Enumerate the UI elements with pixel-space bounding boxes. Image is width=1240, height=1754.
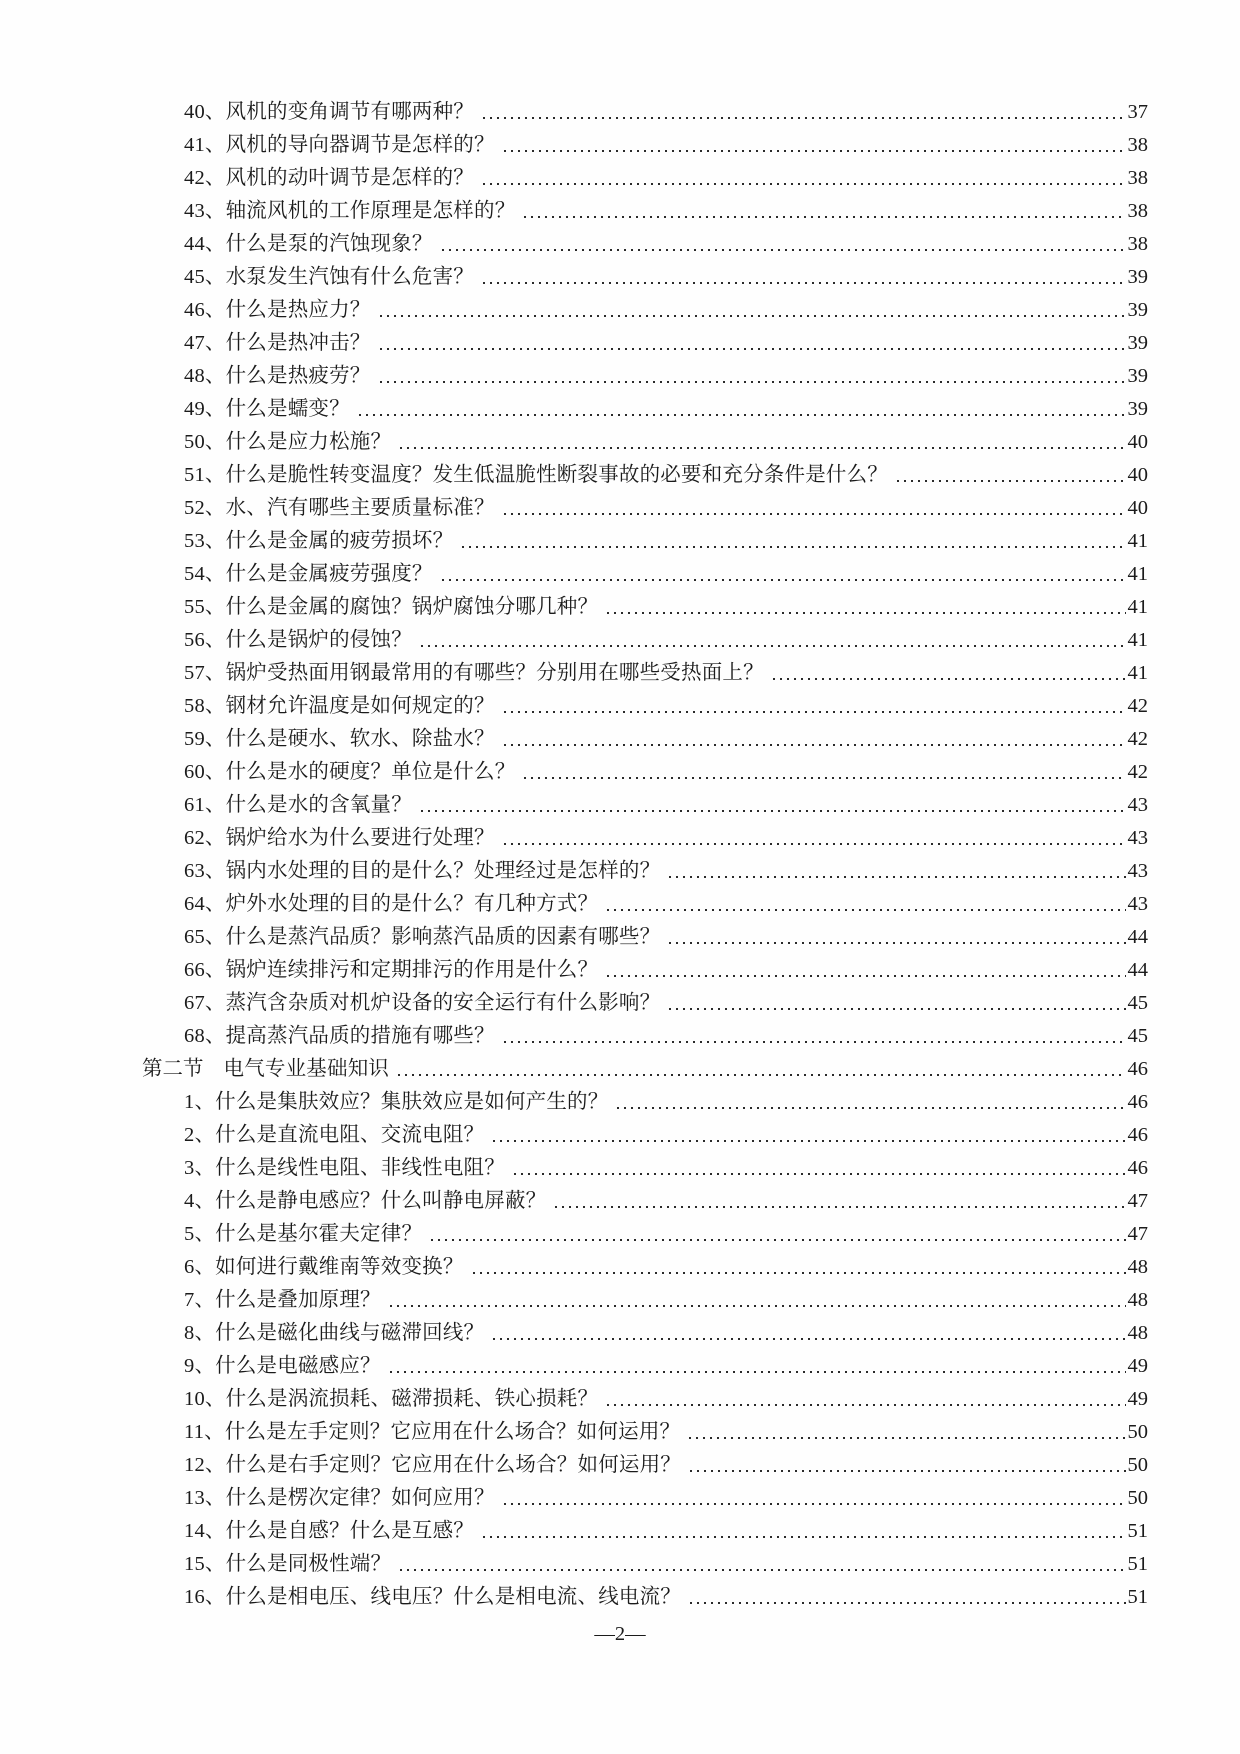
- toc-item-text: 63、锅内水处理的目的是什么？处理经过是怎样的？: [184, 860, 661, 882]
- toc-entry-row[interactable]: [142, 162, 1148, 195]
- toc-page-number: 50: [1127, 1454, 1148, 1476]
- toc-entry-row[interactable]: [142, 1548, 1148, 1581]
- toc-item-text: 49、什么是蠕变？: [184, 398, 350, 420]
- toc-item-text: 3、什么是线性电阻、非线性电阻？: [184, 1157, 505, 1179]
- toc-item-text: 48、什么是热疲劳？: [184, 365, 371, 387]
- dotted-leader-icon: [380, 381, 1126, 383]
- toc-page-number: 40: [1127, 464, 1148, 486]
- toc-entry-row[interactable]: [142, 1152, 1148, 1185]
- toc-page-number: 45: [1127, 1025, 1148, 1047]
- toc-item-text: 58、钢材允许温度是如何规定的？: [184, 695, 495, 717]
- toc-item-text: 57、锅炉受热面用钢最常用的有哪些？分别用在哪些受热面上？: [184, 662, 764, 684]
- toc-page-number: 50: [1127, 1421, 1148, 1443]
- toc-entry-row[interactable]: [142, 855, 1148, 888]
- toc-item-text: 42、风机的动叶调节是怎样的？: [184, 167, 474, 189]
- toc-entry-row[interactable]: [142, 888, 1148, 921]
- dotted-leader-icon: [431, 1239, 1125, 1241]
- dotted-leader-icon: [504, 513, 1126, 515]
- toc-page-number: 51: [1127, 1520, 1148, 1542]
- toc-page-number: 41: [1127, 662, 1148, 684]
- dotted-leader-icon: [493, 1338, 1125, 1340]
- dotted-leader-icon: [400, 447, 1125, 449]
- toc-entry-row[interactable]: [142, 690, 1148, 723]
- toc-page-number: 43: [1127, 893, 1148, 915]
- toc-entry-row[interactable]: [142, 360, 1148, 393]
- toc-list: [142, 96, 1148, 1614]
- toc-page-number: 38: [1127, 167, 1148, 189]
- toc-item-text: 16、什么是相电压、线电压？什么是相电流、线电流？: [184, 1586, 681, 1608]
- toc-item-text: 53、什么是金属的疲劳损坏？: [184, 530, 454, 552]
- toc-entry-row[interactable]: [142, 1482, 1148, 1515]
- toc-item-text: 7、什么是叠加原理？: [184, 1289, 381, 1311]
- dotted-leader-icon: [483, 117, 1126, 119]
- toc-entry-row[interactable]: [142, 1086, 1148, 1119]
- toc-item-text: 66、锅炉连续排污和定期排污的作用是什么？: [184, 959, 599, 981]
- toc-entry-row[interactable]: [142, 1251, 1148, 1284]
- dotted-leader-icon: [390, 1371, 1126, 1373]
- toc-section-prefix: 第二节: [142, 1058, 204, 1080]
- toc-page-number: 41: [1127, 563, 1148, 585]
- toc-item-text: 46、什么是热应力？: [184, 299, 371, 321]
- dotted-leader-icon: [607, 975, 1125, 977]
- toc-entry-row[interactable]: [142, 294, 1148, 327]
- toc-page-number: 37: [1127, 101, 1148, 123]
- toc-item-text: 6、如何进行戴维南等效变换？: [184, 1256, 464, 1278]
- toc-item-text: 13、什么是楞次定律？如何应用？: [184, 1487, 495, 1509]
- toc-item-text: 62、锅炉给水为什么要进行处理？: [184, 827, 495, 849]
- dotted-leader-icon: [442, 249, 1126, 251]
- dotted-leader-icon: [669, 1008, 1125, 1010]
- toc-entry-row[interactable]: [142, 1185, 1148, 1218]
- toc-item-text: 9、什么是电磁感应？: [184, 1355, 381, 1377]
- dotted-leader-icon: [483, 1536, 1126, 1538]
- toc-page-number: 40: [1127, 497, 1148, 519]
- toc-entry-row[interactable]: [142, 1383, 1148, 1416]
- toc-item-text: 64、炉外水处理的目的是什么？有几种方式？: [184, 893, 599, 915]
- toc-page-number: 43: [1127, 794, 1148, 816]
- toc-page-number: 47: [1127, 1223, 1148, 1245]
- toc-page-number: 51: [1127, 1553, 1148, 1575]
- toc-item-text: 4、什么是静电感应？什么叫静电屏蔽？: [184, 1190, 547, 1212]
- toc-entry-row[interactable]: [142, 756, 1148, 789]
- toc-item-text: 52、水、汽有哪些主要质量标准？: [184, 497, 495, 519]
- toc-page-number: 42: [1127, 761, 1148, 783]
- toc-page-number: 39: [1127, 266, 1148, 288]
- toc-item-text: 44、什么是泵的汽蚀现象？: [184, 233, 433, 255]
- toc-item-text: 5、什么是基尔霍夫定律？: [184, 1223, 423, 1245]
- toc-page-number: 44: [1127, 926, 1148, 948]
- toc-page-number: 41: [1127, 596, 1148, 618]
- toc-page-number: 46: [1127, 1157, 1148, 1179]
- toc-item-text: 10、什么是涡流损耗、磁滞损耗、铁心损耗？: [184, 1388, 599, 1410]
- dotted-leader-icon: [493, 1140, 1125, 1142]
- toc-entry-row[interactable]: [142, 657, 1148, 690]
- toc-entry-row[interactable]: [142, 129, 1148, 162]
- toc-page-number: 42: [1127, 728, 1148, 750]
- toc-item-text: 65、什么是蒸汽品质？影响蒸汽品质的因素有哪些？: [184, 926, 661, 948]
- toc-entry-row[interactable]: [142, 1350, 1148, 1383]
- toc-page-number: 45: [1127, 992, 1148, 1014]
- toc-item-text: 8、什么是磁化曲线与磁滞回线？: [184, 1322, 485, 1344]
- toc-entry-row[interactable]: [142, 822, 1148, 855]
- toc-entry-row[interactable]: [142, 1218, 1148, 1251]
- dotted-leader-icon: [390, 1305, 1126, 1307]
- dotted-leader-icon: [690, 1602, 1126, 1604]
- dotted-leader-icon: [897, 480, 1126, 482]
- toc-item-text: 11、什么是左手定则？它应用在什么场合？如何运用？: [184, 1421, 681, 1443]
- toc-entry-row[interactable]: [142, 1416, 1148, 1449]
- toc-entry-row[interactable]: [142, 96, 1148, 129]
- dotted-leader-icon: [359, 414, 1126, 416]
- toc-page-number: 47: [1127, 1190, 1148, 1212]
- toc-page-number: 48: [1127, 1322, 1148, 1344]
- toc-item-text: 50、什么是应力松施？: [184, 431, 392, 453]
- toc-section-row[interactable]: [142, 1053, 1148, 1086]
- toc-page-number: 51: [1127, 1586, 1148, 1608]
- dotted-leader-icon: [524, 777, 1125, 779]
- toc-entry-row[interactable]: [142, 789, 1148, 822]
- toc-page-number: 46: [1127, 1058, 1148, 1080]
- toc-entry-row[interactable]: [142, 327, 1148, 360]
- dotted-leader-icon: [483, 183, 1126, 185]
- toc-entry-row[interactable]: [142, 393, 1148, 426]
- toc-page-number: 43: [1127, 860, 1148, 882]
- toc-page-number: 49: [1127, 1355, 1148, 1377]
- dotted-leader-icon: [380, 315, 1126, 317]
- dotted-leader-icon: [421, 810, 1126, 812]
- dotted-leader-icon: [514, 1173, 1126, 1175]
- toc-page-number: 42: [1127, 695, 1148, 717]
- toc-item-text: 59、什么是硬水、软水、除盐水？: [184, 728, 495, 750]
- toc-item-text: 2、什么是直流电阻、交流电阻？: [184, 1124, 485, 1146]
- toc-page-number: 38: [1127, 200, 1148, 222]
- toc-entry-row[interactable]: [142, 1449, 1148, 1482]
- toc-item-text: 45、水泵发生汽蚀有什么危害？: [184, 266, 474, 288]
- toc-entry-row[interactable]: [142, 195, 1148, 228]
- toc-page-number: 39: [1127, 365, 1148, 387]
- toc-entry-row[interactable]: [142, 624, 1148, 657]
- toc-entry-row[interactable]: [142, 921, 1148, 954]
- dotted-leader-icon: [617, 1107, 1125, 1109]
- toc-entry-row[interactable]: [142, 954, 1148, 987]
- toc-item-text: 47、什么是热冲击？: [184, 332, 371, 354]
- page-footer-number: —2—: [594, 1623, 646, 1645]
- dotted-leader-icon: [380, 348, 1126, 350]
- toc-page-number: 38: [1127, 233, 1148, 255]
- dotted-leader-icon: [398, 1074, 1125, 1076]
- toc-item-text: 56、什么是锅炉的侵蚀？: [184, 629, 412, 651]
- toc-item-text: 12、什么是右手定则？它应用在什么场合？如何运用？: [184, 1454, 681, 1476]
- toc-item-text: 14、什么是自感？什么是互感？: [184, 1520, 474, 1542]
- dotted-leader-icon: [462, 546, 1125, 548]
- toc-entry-row[interactable]: [142, 591, 1148, 624]
- toc-entry-row[interactable]: [142, 492, 1148, 525]
- toc-item-text: 60、什么是水的硬度？单位是什么？: [184, 761, 516, 783]
- dotted-leader-icon: [607, 909, 1125, 911]
- toc-item-text: 67、蒸汽含杂质对机炉设备的安全运行有什么影响？: [184, 992, 661, 1014]
- dotted-leader-icon: [607, 1404, 1125, 1406]
- toc-entry-row[interactable]: [142, 987, 1148, 1020]
- dotted-leader-icon: [504, 1041, 1126, 1043]
- toc-item-text: 41、风机的导向器调节是怎样的？: [184, 134, 495, 156]
- dotted-leader-icon: [555, 1206, 1125, 1208]
- dotted-leader-icon: [607, 612, 1125, 614]
- toc-entry-row[interactable]: [142, 426, 1148, 459]
- toc-page-number: 48: [1127, 1289, 1148, 1311]
- dotted-leader-icon: [669, 942, 1125, 944]
- toc-page-number: 39: [1127, 398, 1148, 420]
- toc-entry-row[interactable]: [142, 459, 1148, 492]
- dotted-leader-icon: [400, 1569, 1125, 1571]
- toc-page-number: 40: [1127, 431, 1148, 453]
- toc-entry-row[interactable]: [142, 1119, 1148, 1152]
- dotted-leader-icon: [689, 1437, 1125, 1439]
- toc-entry-row[interactable]: [142, 1581, 1148, 1614]
- toc-entry-row[interactable]: [142, 1317, 1148, 1350]
- toc-entry-row[interactable]: [142, 261, 1148, 294]
- toc-page-number: 38: [1127, 134, 1148, 156]
- toc-entry-row[interactable]: [142, 558, 1148, 591]
- toc-page-number: 39: [1127, 332, 1148, 354]
- toc-item-text: 电气专业基础知识: [223, 1058, 390, 1080]
- toc-page-number: 41: [1127, 629, 1148, 651]
- toc-item-text: 40、风机的变角调节有哪两种？: [184, 101, 474, 123]
- dotted-leader-icon: [690, 1470, 1126, 1472]
- toc-item-text: 54、什么是金属疲劳强度？: [184, 563, 433, 585]
- toc-item-text: 55、什么是金属的腐蚀？锅炉腐蚀分哪几种？: [184, 596, 599, 618]
- toc-entry-row[interactable]: [142, 228, 1148, 261]
- dotted-leader-icon: [669, 876, 1125, 878]
- toc-item-text: 43、轴流风机的工作原理是怎样的？: [184, 200, 516, 222]
- toc-entry-row[interactable]: [142, 525, 1148, 558]
- toc-page-number: 46: [1127, 1091, 1148, 1113]
- dotted-leader-icon: [504, 150, 1126, 152]
- dotted-leader-icon: [421, 645, 1126, 647]
- toc-item-text: 1、什么是集肤效应？集肤效应是如何产生的？: [184, 1091, 609, 1113]
- dotted-leader-icon: [504, 1503, 1126, 1505]
- toc-page-number: 43: [1127, 827, 1148, 849]
- toc-page-number: 44: [1127, 959, 1148, 981]
- dotted-leader-icon: [524, 216, 1125, 218]
- dotted-leader-icon: [483, 282, 1126, 284]
- toc-item-text: 61、什么是水的含氧量？: [184, 794, 412, 816]
- dotted-leader-icon: [504, 711, 1126, 713]
- toc-page-number: 41: [1127, 530, 1148, 552]
- toc-page-number: 48: [1127, 1256, 1148, 1278]
- toc-page-number: 39: [1127, 299, 1148, 321]
- toc-item-text: 15、什么是同极性端？: [184, 1553, 392, 1575]
- dotted-leader-icon: [773, 678, 1126, 680]
- dotted-leader-icon: [504, 744, 1126, 746]
- toc-page-number: 50: [1127, 1487, 1148, 1509]
- toc-item-text: 68、提高蒸汽品质的措施有哪些？: [184, 1025, 495, 1047]
- toc-page-number: 49: [1127, 1388, 1148, 1410]
- toc-entry-row[interactable]: [142, 723, 1148, 756]
- toc-item-text: 51、什么是脆性转变温度？发生低温脆性断裂事故的必要和充分条件是什么？: [184, 464, 888, 486]
- dotted-leader-icon: [473, 1272, 1126, 1274]
- dotted-leader-icon: [504, 843, 1126, 845]
- dotted-leader-icon: [442, 579, 1126, 581]
- toc-entry-row[interactable]: [142, 1284, 1148, 1317]
- toc-entry-row[interactable]: [142, 1515, 1148, 1548]
- toc-entry-row[interactable]: [142, 1020, 1148, 1053]
- toc-page-number: 46: [1127, 1124, 1148, 1146]
